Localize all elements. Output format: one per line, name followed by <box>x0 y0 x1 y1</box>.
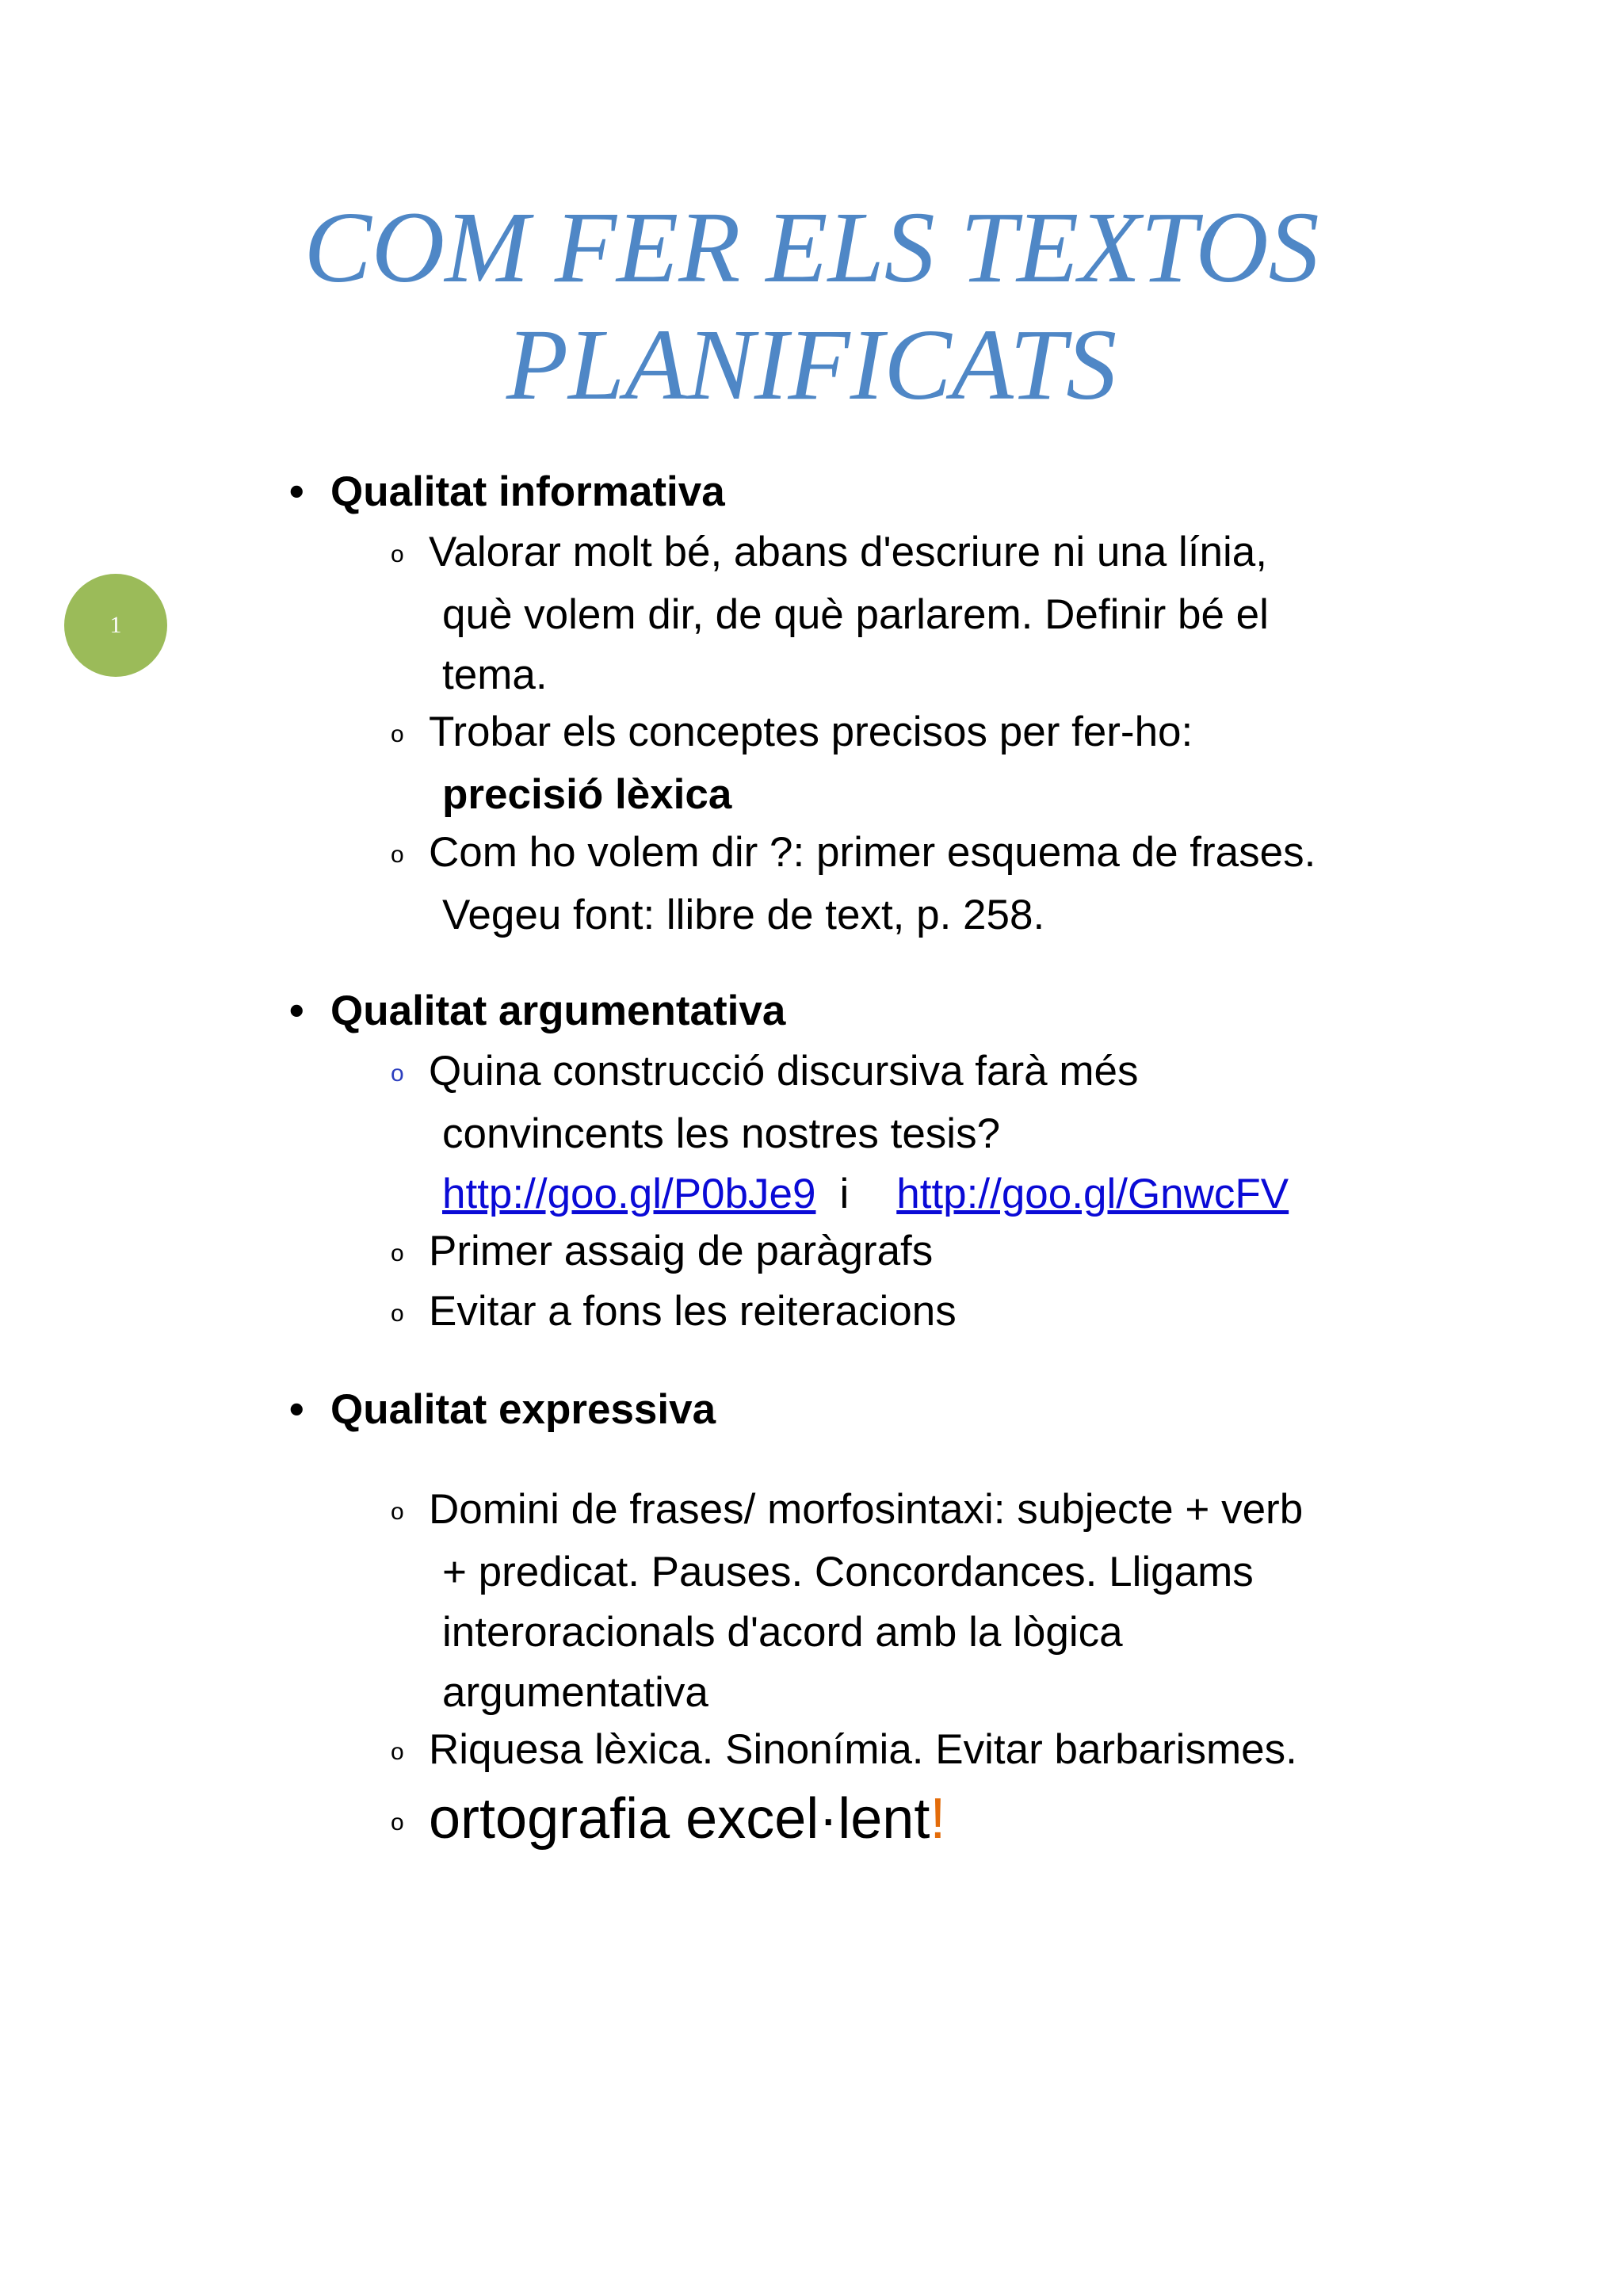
section-heading-argumentativa <box>289 981 785 1041</box>
list-item <box>391 1720 1297 1782</box>
item-line: Com ho volem dir ?: primer esquema de frases. <box>429 829 1316 876</box>
list-item <box>391 702 1193 825</box>
exclamation-mark: ! <box>930 1787 946 1851</box>
link-1[interactable]: http://goo.gl/P0bJe9 <box>442 1171 816 1217</box>
bullet-icon: • <box>289 468 304 515</box>
section-heading-text: Qualitat informativa <box>330 468 725 515</box>
item-line: + predicat. Pauses. Concordances. Lligams <box>442 1549 1254 1595</box>
item-links <box>391 1164 1289 1224</box>
item-line: Valorar molt bé, abans d'escriure ni una línia, <box>429 529 1267 575</box>
section-heading-text: Qualitat expressiva <box>330 1386 716 1433</box>
item-line-emphasis: precisió lèxica <box>442 771 732 818</box>
item-line: Trobar els conceptes precisos per fer-ho: <box>429 709 1193 755</box>
item-line: Quina construcció discursiva farà més <box>429 1048 1139 1095</box>
list-item <box>391 1783 945 1859</box>
sub-bullet-icon: o <box>391 541 404 567</box>
item-line: què volem dir, de què parlarem. Definir bé el <box>442 591 1269 638</box>
section-heading-text: Qualitat argumentativa <box>330 988 786 1034</box>
item-line: interoracionals d'acord amb la lògica <box>442 1609 1123 1656</box>
item-line: Riquesa lèxica. Sinonímia. Evitar barbarismes. <box>429 1726 1297 1773</box>
bullet-icon: • <box>289 988 304 1034</box>
document-title <box>0 189 1623 423</box>
item-line: argumentativa <box>442 1669 708 1716</box>
list-item <box>391 1480 1303 1723</box>
sub-bullet-icon: o <box>391 1301 404 1327</box>
item-line: Evitar a fons les reiteracions <box>429 1288 957 1335</box>
sub-bullet-icon: o <box>391 1240 404 1266</box>
item-line: Domini de frases/ morfosintaxi: subjecte + verb <box>429 1486 1304 1533</box>
sub-bullet-icon: o <box>391 1739 404 1765</box>
sub-bullet-icon: o <box>391 1809 404 1836</box>
bullet-icon: • <box>289 1386 304 1433</box>
list-item <box>391 522 1269 705</box>
section-heading-informativa <box>289 462 725 522</box>
page-number: 1 <box>109 612 122 638</box>
sub-bullet-icon: o <box>391 1499 404 1525</box>
link-separator: i <box>839 1171 850 1217</box>
link-2[interactable]: http://goo.gl/GnwcFV <box>896 1171 1289 1217</box>
list-item <box>391 823 1316 946</box>
sub-bullet-icon: o <box>391 842 404 868</box>
sub-bullet-icon: o <box>391 1060 404 1087</box>
list-item <box>391 1041 1289 1224</box>
page-number-badge <box>64 574 167 677</box>
list-item <box>391 1282 957 1344</box>
item-line: Primer assaig de paràgrafs <box>429 1228 934 1274</box>
item-line-large: ortografia excel·lent <box>429 1787 930 1851</box>
sub-bullet-icon: o <box>391 721 404 747</box>
section-heading-expressiva <box>289 1380 716 1440</box>
item-line: tema. <box>442 651 548 698</box>
item-line: Vegeu font: llibre de text, p. 258. <box>442 892 1045 938</box>
list-item <box>391 1221 933 1284</box>
item-line: convincents les nostres tesis? <box>442 1110 1001 1157</box>
title-line-2: PLANIFICATS <box>506 308 1117 421</box>
title-line-1: COM FER ELS TEXTOS <box>304 191 1319 304</box>
